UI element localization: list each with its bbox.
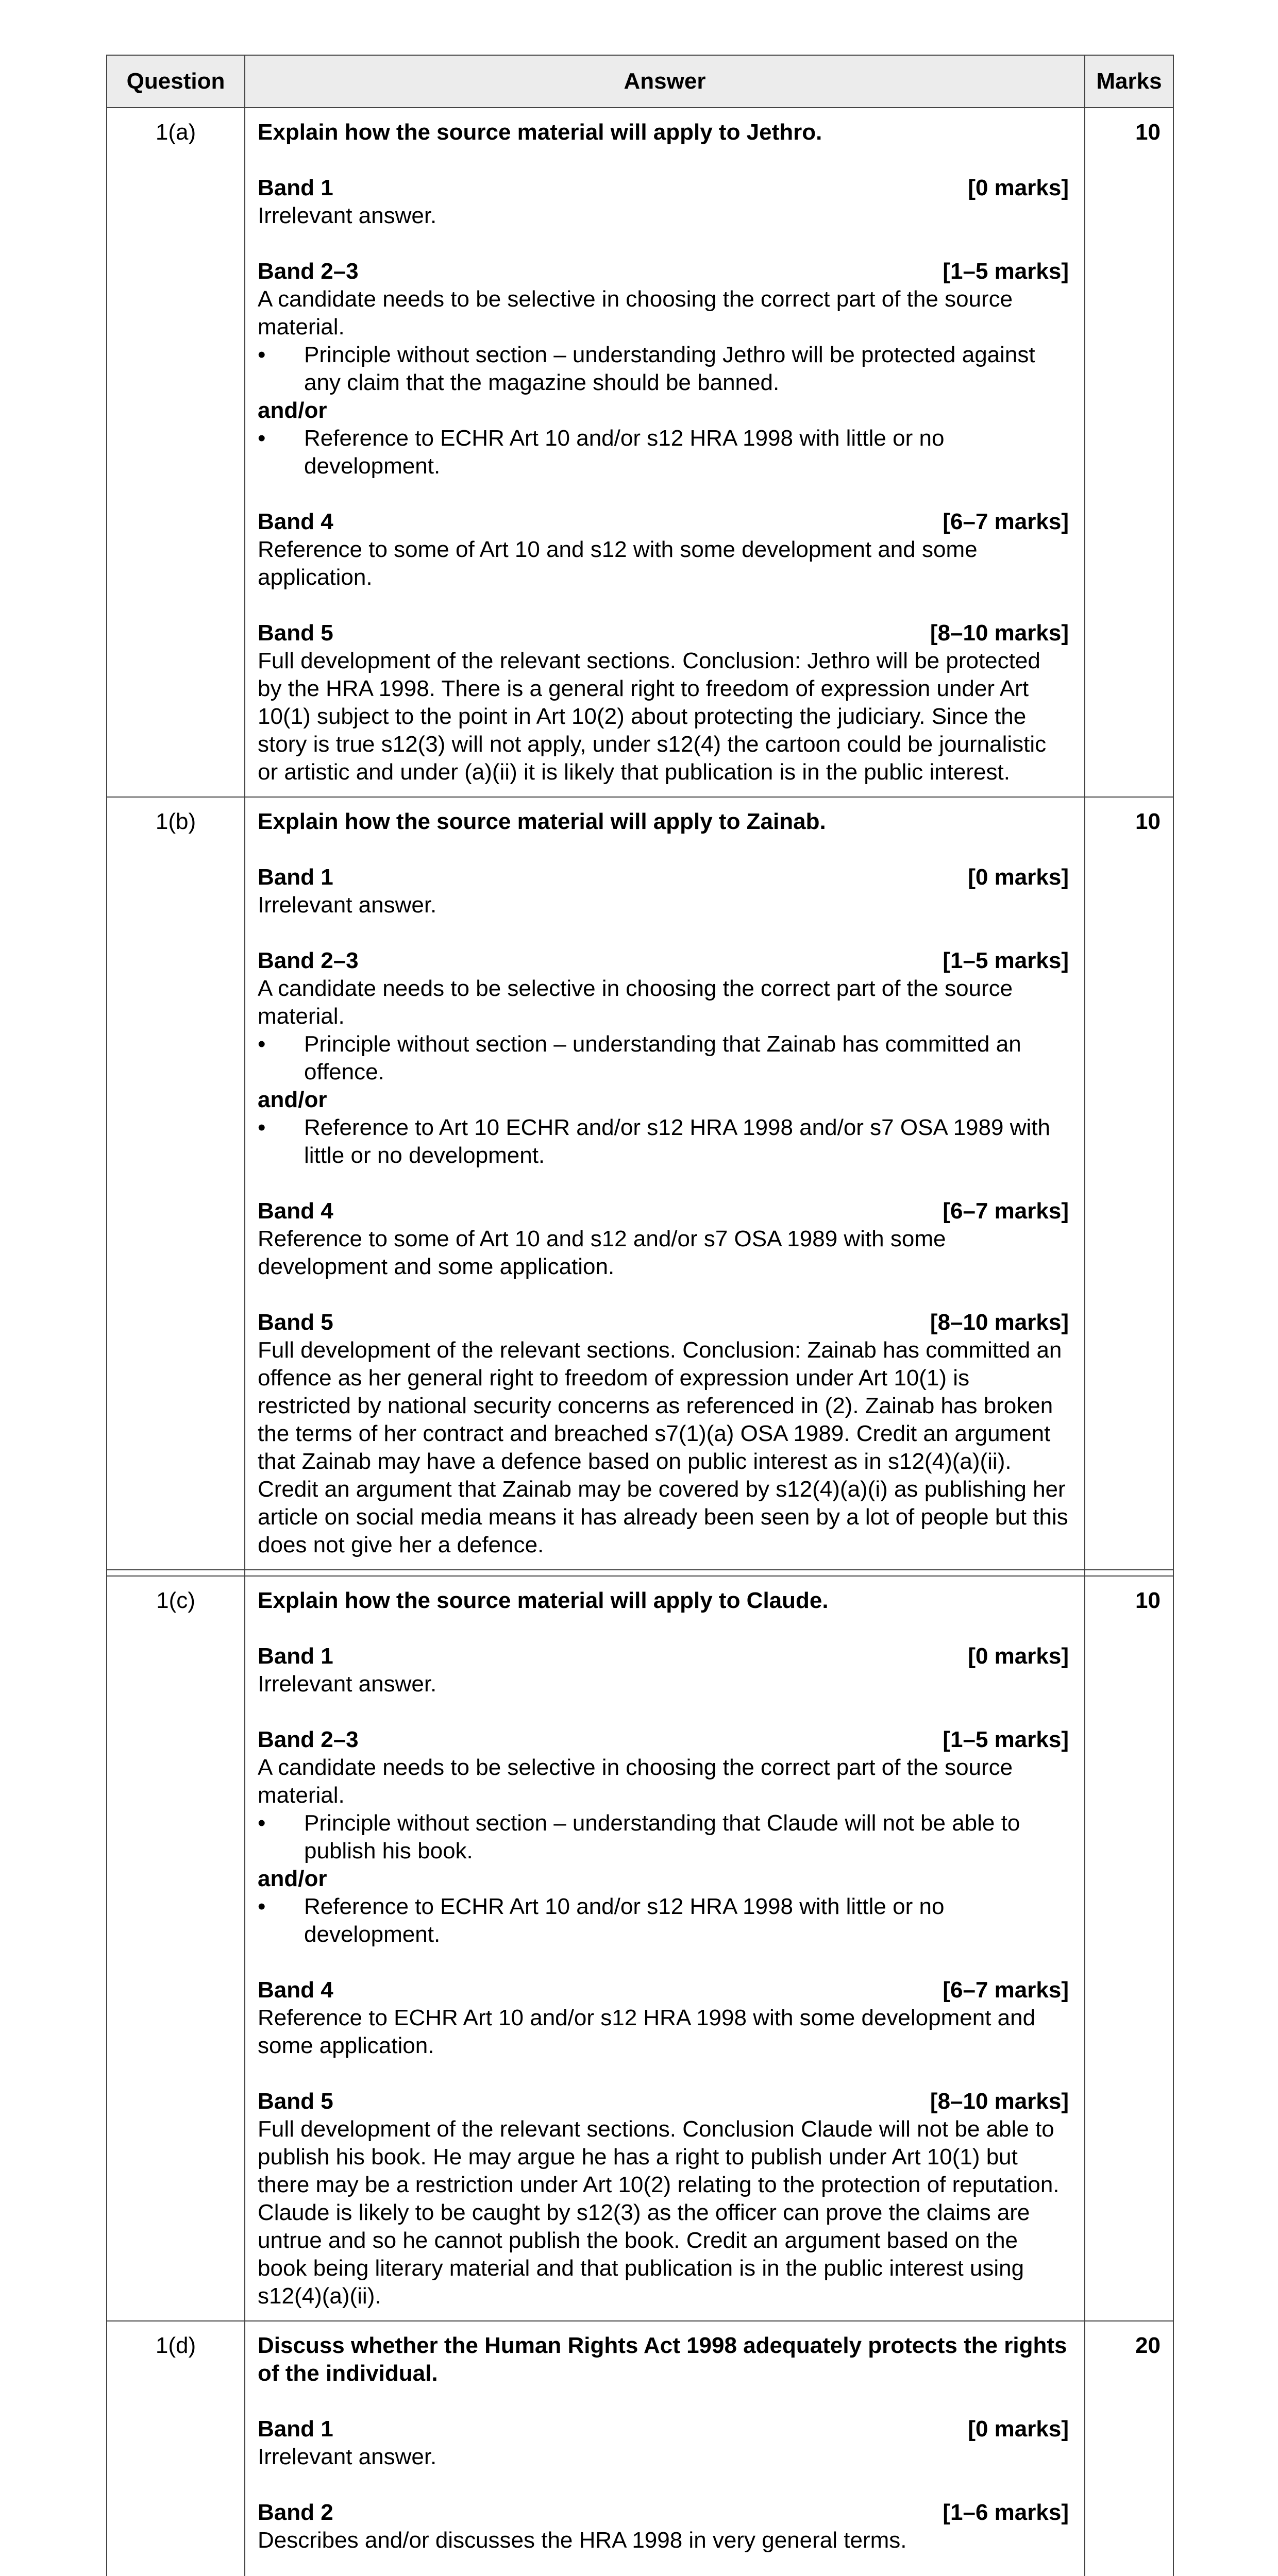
band-description: Reference to some of Art 10 and s12 with some development and some application. bbox=[258, 537, 978, 590]
band-marks: [1–5 marks] bbox=[943, 259, 1069, 284]
band-heading bbox=[258, 947, 1069, 975]
band-description: Irrelevant answer. bbox=[258, 203, 437, 228]
band-description: Full development of the relevant sections. Conclusion Claude will not be able to publish his book. He may argue he has a right to publish under Art 10(1) but there may be a restriction under Art 10(2) relating to the protection of reputation. Claude is likely to be caught by s12(3) as the officer can prove the claims are untrue and so he cannot publish the book. Credit an argument based on the book being literary material and that publication is in the public interest using s12(4)(a)(ii). bbox=[258, 2116, 1060, 2309]
band-heading bbox=[258, 1309, 1069, 1336]
band-block bbox=[258, 258, 1069, 480]
question-marks: 20 bbox=[1085, 2321, 1173, 2576]
connector-label: and/or bbox=[258, 398, 327, 423]
table-row bbox=[107, 2321, 1173, 2576]
band-block bbox=[258, 2088, 1069, 2310]
band-marks: [8–10 marks] bbox=[930, 620, 1069, 646]
band-block bbox=[258, 1197, 1069, 1281]
question-prompt: Explain how the source material will apply to Zainab. bbox=[258, 809, 826, 834]
connector-label: and/or bbox=[258, 1087, 327, 1112]
band-heading bbox=[258, 619, 1069, 647]
bullet-point: • Principle without section – understanding that Claude will not be able to publish his book. bbox=[258, 1809, 1069, 1865]
band-heading bbox=[258, 1726, 1069, 1754]
bullet-list bbox=[258, 425, 1069, 480]
question-marks: 10 bbox=[1085, 108, 1173, 797]
marks-header: Marks bbox=[1085, 55, 1173, 108]
band-label: Band 1 bbox=[258, 1643, 333, 1669]
band-block bbox=[258, 619, 1069, 786]
band-heading bbox=[258, 1976, 1069, 2004]
band-block bbox=[258, 1309, 1069, 1559]
band-marks: [6–7 marks] bbox=[943, 1198, 1069, 1224]
answer-cell bbox=[245, 108, 1085, 797]
answer-cell bbox=[245, 1576, 1085, 2321]
band-heading bbox=[258, 174, 1069, 202]
page-break-divider bbox=[107, 1570, 1173, 1576]
header-row bbox=[107, 55, 1173, 108]
question-header: Question bbox=[107, 55, 245, 108]
bullet-list bbox=[258, 341, 1069, 397]
band-heading bbox=[258, 2415, 1069, 2443]
band-label: Band 2–3 bbox=[258, 259, 359, 284]
band-label: Band 4 bbox=[258, 1198, 333, 1224]
bullet-point: • Principle without section – understanding Jethro will be protected against any claim that the magazine should be banned. bbox=[258, 341, 1069, 397]
band-label: Band 2 bbox=[258, 2500, 333, 2525]
band-marks: [1–5 marks] bbox=[943, 948, 1069, 973]
table-row bbox=[107, 108, 1173, 797]
band-label: Band 5 bbox=[258, 620, 333, 646]
bullet-list bbox=[258, 1893, 1069, 1948]
band-label: Band 1 bbox=[258, 175, 333, 200]
question-prompt: Discuss whether the Human Rights Act 1998 adequately protects the rights of the individual. bbox=[258, 2333, 1067, 2386]
band-label: Band 4 bbox=[258, 509, 333, 534]
band-block bbox=[258, 2415, 1069, 2471]
band-heading bbox=[258, 863, 1069, 891]
bullet-point: • Reference to ECHR Art 10 and/or s12 HRA 1998 with little or no development. bbox=[258, 1893, 1069, 1948]
band-description: Irrelevant answer. bbox=[258, 892, 437, 918]
table-row bbox=[107, 1576, 1173, 2321]
band-marks: [0 marks] bbox=[968, 2416, 1069, 2442]
question-prompt: Explain how the source material will apply to Claude. bbox=[258, 1588, 829, 1613]
question-number: 1(d) bbox=[107, 2321, 245, 2576]
band-description: A candidate needs to be selective in choosing the correct part of the source material. bbox=[258, 976, 1013, 1029]
band-block bbox=[258, 1726, 1069, 1948]
band-label: Band 5 bbox=[258, 2089, 333, 2114]
band-marks: [1–6 marks] bbox=[943, 2500, 1069, 2525]
question-number: 1(c) bbox=[107, 1576, 245, 2321]
bullet-point: • Principle without section – understanding that Zainab has committed an offence. bbox=[258, 1030, 1069, 1086]
question-marks: 10 bbox=[1085, 797, 1173, 1570]
bullet-list bbox=[258, 1809, 1069, 1865]
answer-cell bbox=[245, 2321, 1085, 2576]
band-heading bbox=[258, 1642, 1069, 1670]
question-marks: 10 bbox=[1085, 1576, 1173, 2321]
band-block bbox=[258, 863, 1069, 919]
band-block bbox=[258, 174, 1069, 230]
band-block bbox=[258, 2499, 1069, 2554]
connector-label: and/or bbox=[258, 1866, 327, 1891]
band-block bbox=[258, 1642, 1069, 1698]
band-marks: [8–10 marks] bbox=[930, 1310, 1069, 1335]
band-heading bbox=[258, 258, 1069, 285]
band-label: Band 5 bbox=[258, 1310, 333, 1335]
band-marks: [1–5 marks] bbox=[943, 1727, 1069, 1752]
band-marks: [0 marks] bbox=[968, 865, 1069, 890]
band-marks: [6–7 marks] bbox=[943, 1977, 1069, 2003]
band-label: Band 1 bbox=[258, 865, 333, 890]
answer-header: Answer bbox=[245, 55, 1085, 108]
band-marks: [8–10 marks] bbox=[930, 2089, 1069, 2114]
band-description: A candidate needs to be selective in choosing the correct part of the source material. bbox=[258, 1755, 1013, 1808]
band-description: Irrelevant answer. bbox=[258, 1671, 437, 1697]
bullet-point: • Reference to Art 10 ECHR and/or s12 HRA 1998 and/or s7 OSA 1989 with little or no development. bbox=[258, 1114, 1069, 1170]
question-number: 1(b) bbox=[107, 797, 245, 1570]
bullet-list bbox=[258, 1114, 1069, 1170]
mark-scheme-table bbox=[106, 55, 1174, 2576]
bullet-point: • Reference to ECHR Art 10 and/or s12 HRA 1998 with little or no development. bbox=[258, 425, 1069, 480]
band-description: Reference to ECHR Art 10 and/or s12 HRA 1998 with some development and some application. bbox=[258, 2005, 1036, 2058]
band-heading bbox=[258, 2499, 1069, 2527]
band-description: Full development of the relevant sections. Conclusion: Zainab has committed an offence as her general right to freedom of expression under Art 10(1) is restricted by national security concerns as referenced in (2). Zainab has broken the terms of her contract and breached s7(1)(a) OSA 1989. Credit an argument that Zainab may have a defence based on public interest as in s12(4)(a)(ii). Credit an argument that Zainab may be covered by s12(4)(a)(i) as publishing her article on social media means it has already been seen by a lot of people but this does not give her a defence. bbox=[258, 1337, 1068, 1557]
band-label: Band 2–3 bbox=[258, 1727, 359, 1752]
band-description: Full development of the relevant sections. Conclusion: Jethro will be protected by the HRA 1998. There is a general right to freedom of expression under Art 10(1) subject to the point in Art 10(2) about protecting the judiciary. Since the story is true s12(3) will not apply, under s12(4) the cartoon could be journalistic or artistic and under (a)(ii) it is likely that publication is in the public interest. bbox=[258, 648, 1047, 785]
band-heading bbox=[258, 2088, 1069, 2115]
question-number: 1(a) bbox=[107, 108, 245, 797]
band-marks: [0 marks] bbox=[968, 175, 1069, 200]
band-label: Band 4 bbox=[258, 1977, 333, 2003]
band-description: Irrelevant answer. bbox=[258, 2444, 437, 2469]
band-heading bbox=[258, 508, 1069, 536]
bullet-list bbox=[258, 1030, 1069, 1086]
band-label: Band 1 bbox=[258, 2416, 333, 2442]
question-prompt: Explain how the source material will apply to Jethro. bbox=[258, 120, 822, 145]
band-description: Describes and/or discusses the HRA 1998 in very general terms. bbox=[258, 2528, 907, 2553]
band-block bbox=[258, 1976, 1069, 2060]
answer-cell bbox=[245, 797, 1085, 1570]
band-block bbox=[258, 508, 1069, 591]
table-row bbox=[107, 797, 1173, 1570]
band-block bbox=[258, 947, 1069, 1170]
band-label: Band 2–3 bbox=[258, 948, 359, 973]
band-description: Reference to some of Art 10 and s12 and/or s7 OSA 1989 with some development and some application. bbox=[258, 1226, 946, 1279]
band-marks: [0 marks] bbox=[968, 1643, 1069, 1669]
band-marks: [6–7 marks] bbox=[943, 509, 1069, 534]
band-description: A candidate needs to be selective in choosing the correct part of the source material. bbox=[258, 286, 1013, 340]
band-heading bbox=[258, 1197, 1069, 1225]
